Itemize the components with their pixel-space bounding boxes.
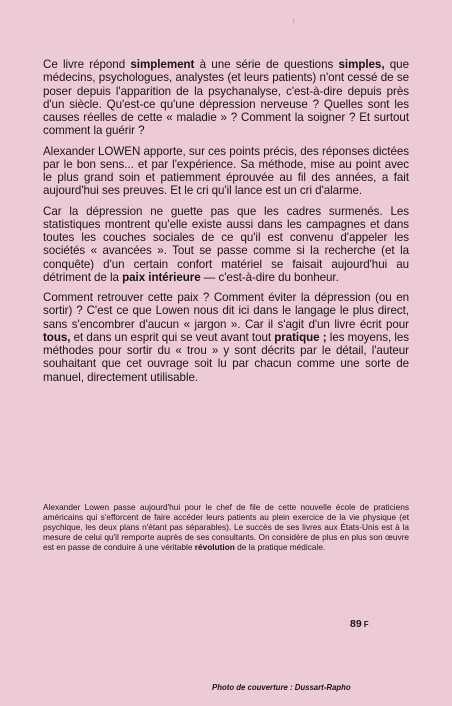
text-run: Car la dépression ne guette pas que les cadres surmenés. Les statistiques montrent qu'elle existe aussi dans les campagnes et dans toutes les couches sociales de ce qu'il est convenu d'appeler les sociétés « avancées ». Tout se passe comme si la recherche (et la conquête) d'un certain confort matériel se faisait aujourd'hui au détriment de la bbox=[43, 204, 409, 284]
bold-run: simplement bbox=[130, 58, 195, 71]
text-run: Ce livre répond bbox=[43, 58, 131, 71]
paragraph-4 bbox=[43, 291, 409, 384]
paragraph-1 bbox=[43, 58, 409, 138]
bold-run: paix intérieure bbox=[122, 270, 201, 284]
text-run: et dans un esprit qui se veut avant tout bbox=[70, 330, 275, 344]
text-run: Comment retrouver cette paix ? Comment éviter la dépression (ou en sortir) ? C'est ce que Lowen nous dit ici dans le langage le plus direct, sans s'encombrer d'aucun « jargon ». Car il s'agit d'un livre écrit pour bbox=[43, 291, 409, 331]
text-run: Alexander LOWEN apporte, sur ces points précis, des réponses dictées par le bon sens... et par l'expérience. Sa méthode, mise au point avec le plus grand soin et patiemment éprouvée au fil des années, a fait aujourd'hui ses preuves. Et le cri qu'il lance est un cri d'alarme. bbox=[43, 144, 409, 198]
price-currency: F bbox=[363, 620, 369, 629]
price-tag bbox=[350, 618, 369, 630]
bold-run: simples, bbox=[338, 58, 385, 71]
text-run: Alexander Lowen passe aujourd'hui pour le chef de file de cette nouvelle école de praticiens américains qui s'efforcent de faire accéder leurs patients au plein exercice de la vie physique (et psychique, les deux plans n'étant pas séparables). Le succès de ses livres aux États-Unis est à la mesure de celui qu'il remporte auprès de ses consultants. On considère de plus en plus son œuvre est en passe de conduire à une véritable bbox=[43, 502, 409, 553]
blurb-text bbox=[43, 58, 409, 391]
text-run: que médecins, psychologues, analystes (et leurs patients) n'ont cessé de se poser depuis l'apparition de la psychanalyse, c'est-à-dire depuis près d'un siècle. Qu'est-ce qu'une dépression nerveuse ? Quelles sont les causes réelles de cette « maladie » ? Comment la soigner ? Et surtout comment la guérir ? bbox=[43, 58, 409, 138]
bold-run: pratique ; bbox=[274, 330, 327, 344]
text-run: les moyens, les méthodes pour sortir du « trou » y sont décrits par le détail, l'auteur souhaitant que cet ouvrage soit lu par chacun comme une sorte de manuel, directement utilisable. bbox=[43, 330, 409, 384]
author-note-text bbox=[43, 502, 409, 552]
paragraph-2 bbox=[43, 145, 409, 198]
text-run: à une série de questions bbox=[194, 58, 339, 71]
price-value: 89 bbox=[350, 618, 362, 630]
corner-mark: ⁷ bbox=[292, 18, 295, 27]
text-run: — c'est-à-dire du bonheur. bbox=[200, 270, 339, 284]
bold-run: révolution bbox=[194, 542, 235, 553]
text-run: de la pratique médicale. bbox=[234, 542, 326, 553]
paragraph-3 bbox=[43, 205, 409, 285]
author-note bbox=[43, 502, 409, 552]
bold-run: tous, bbox=[43, 330, 71, 344]
photo-credit: Photo de couverture : Dussart-Rapho bbox=[212, 683, 351, 692]
